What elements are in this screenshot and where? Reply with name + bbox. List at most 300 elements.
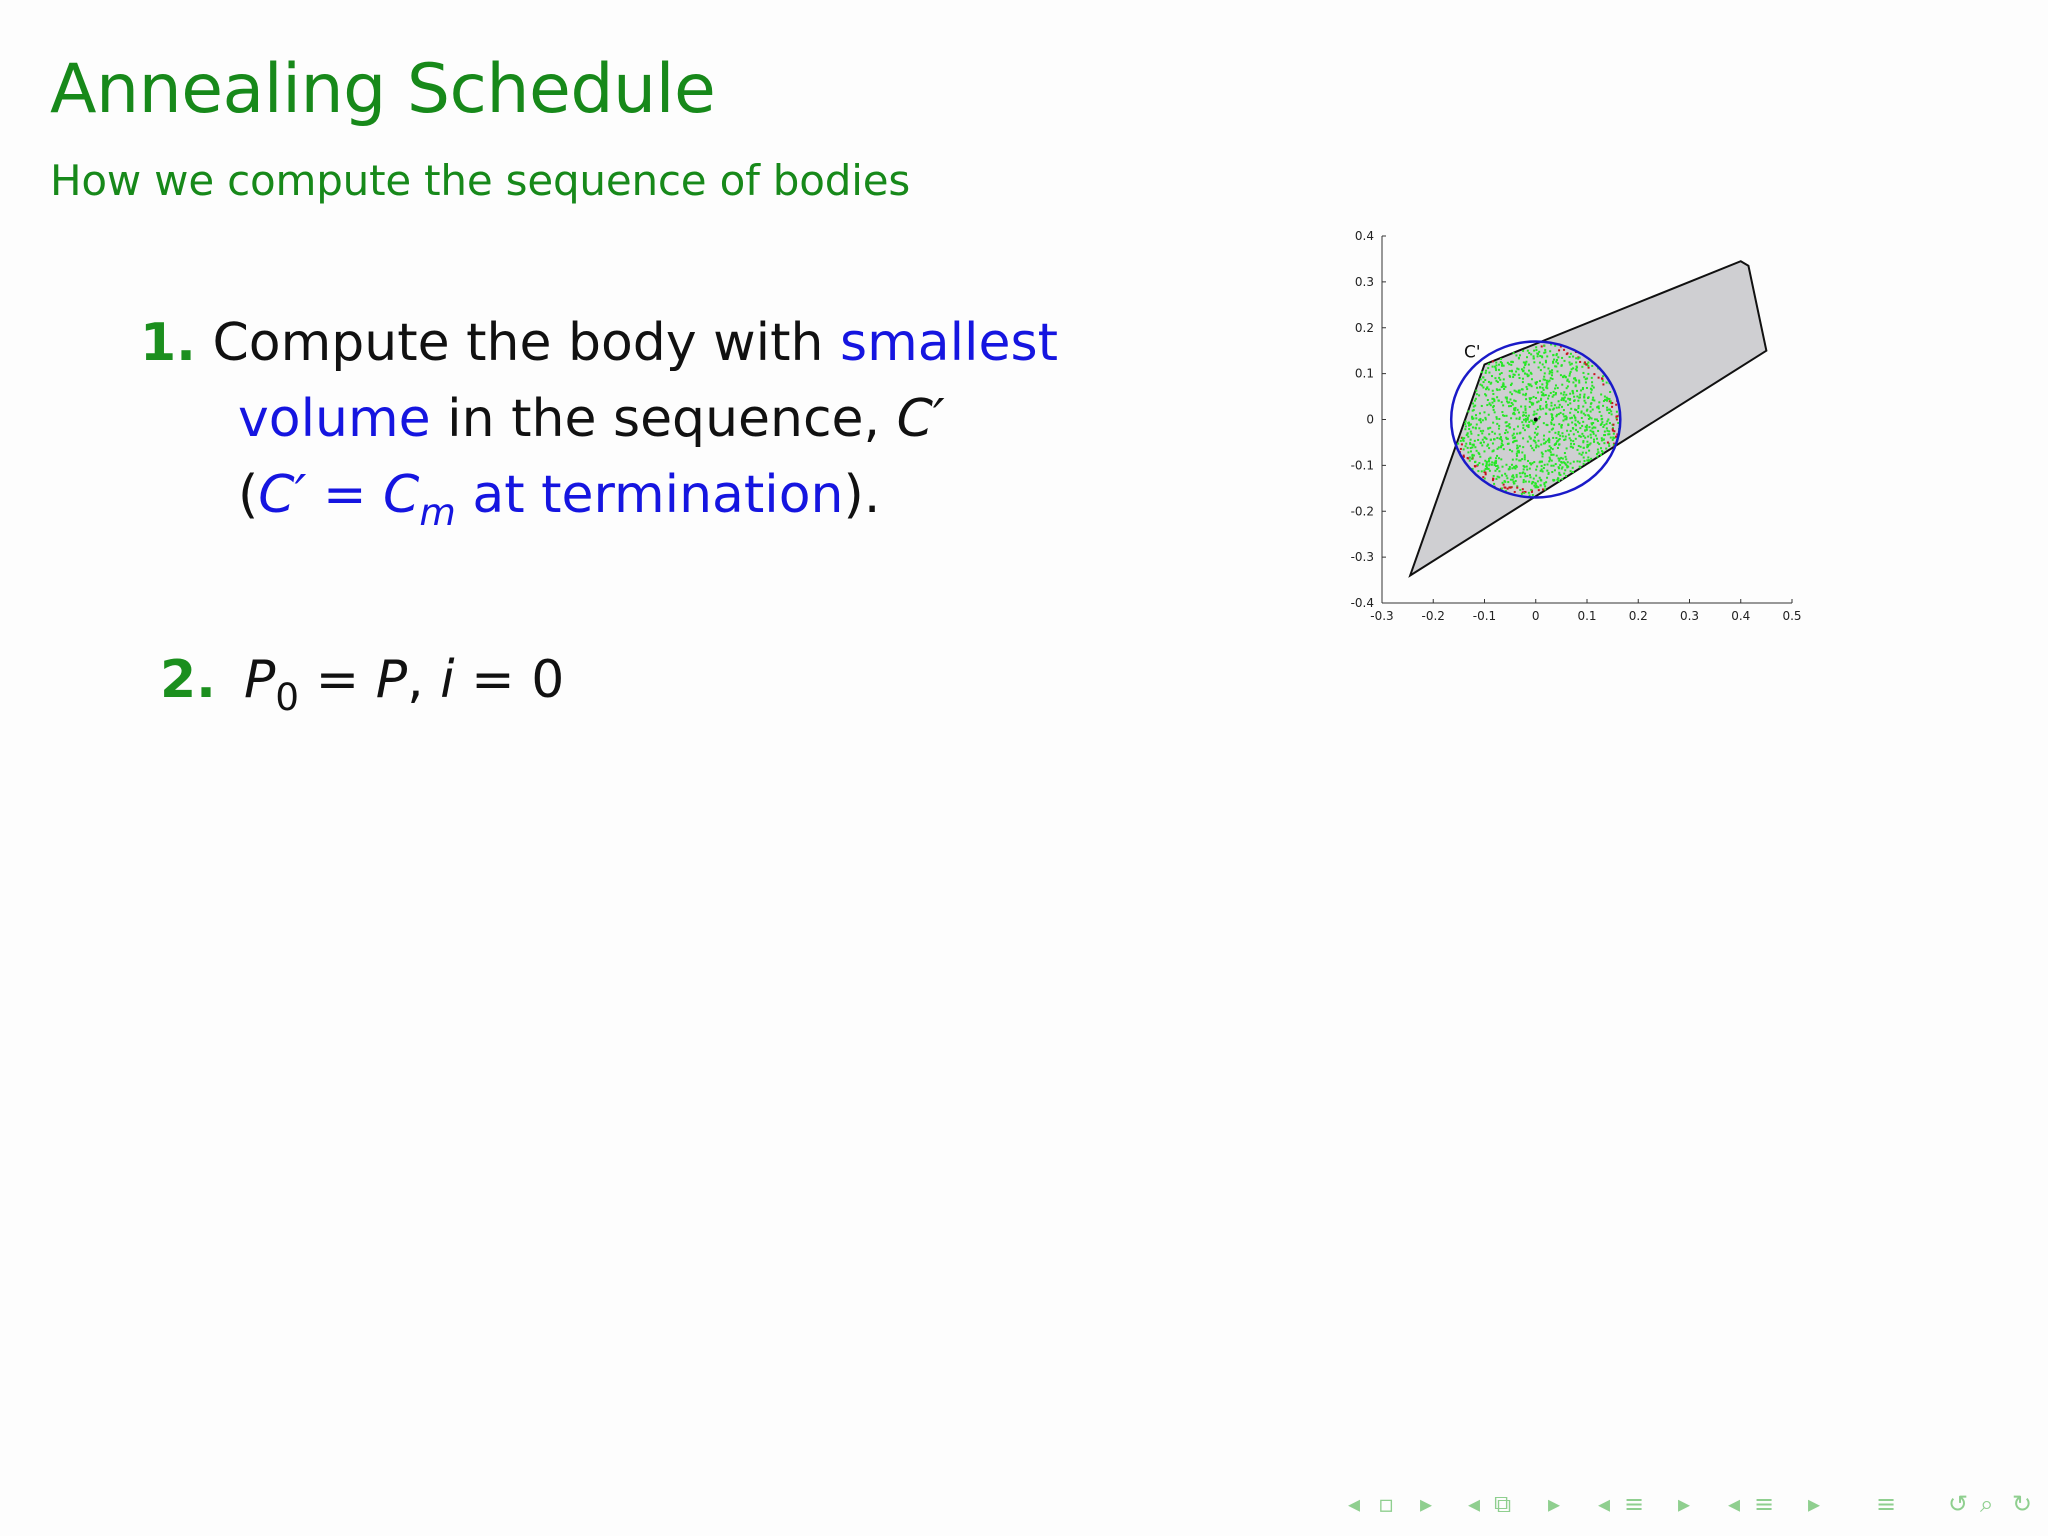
nav-next-frame-icon[interactable]: ▸ <box>1420 1490 1433 1518</box>
sample-point <box>1480 421 1482 423</box>
sample-point <box>1529 406 1531 408</box>
sample-point <box>1551 372 1553 374</box>
sample-point <box>1468 422 1470 424</box>
sample-point <box>1526 466 1528 468</box>
sample-point <box>1504 386 1506 388</box>
sample-point <box>1579 361 1581 363</box>
sample-point <box>1569 462 1571 464</box>
sample-point <box>1495 369 1497 371</box>
sample-point <box>1527 350 1529 352</box>
x-tick-label: -0.3 <box>1370 609 1394 623</box>
sample-point <box>1495 478 1497 480</box>
sample-point <box>1593 441 1595 443</box>
sample-point <box>1512 441 1514 443</box>
sample-point <box>1577 358 1579 360</box>
sample-point <box>1499 379 1501 381</box>
sample-point <box>1546 477 1548 479</box>
sample-point <box>1465 443 1467 445</box>
sample-point <box>1484 460 1486 462</box>
sample-point <box>1498 369 1500 371</box>
sample-point <box>1528 436 1530 438</box>
x-tick-label: 0.4 <box>1731 609 1751 623</box>
sample-point <box>1543 435 1545 437</box>
sample-point <box>1492 478 1494 480</box>
sample-point <box>1542 488 1544 490</box>
sample-point <box>1538 489 1540 491</box>
sample-point <box>1535 383 1537 385</box>
sample-point <box>1602 383 1604 385</box>
sample-point <box>1573 400 1575 402</box>
sample-point <box>1480 430 1482 432</box>
sample-point <box>1478 394 1480 396</box>
sample-point <box>1575 438 1577 440</box>
list-item-2 <box>160 642 564 718</box>
item1-math-sub: m <box>419 490 456 535</box>
sample-point <box>1508 405 1510 407</box>
sample-point <box>1482 419 1484 421</box>
sample-point <box>1582 441 1584 443</box>
sample-point <box>1497 476 1499 478</box>
sample-point <box>1511 393 1513 395</box>
sample-point <box>1551 414 1553 416</box>
sample-point <box>1482 463 1484 465</box>
sample-point <box>1504 432 1506 434</box>
sample-point <box>1613 430 1615 432</box>
sample-point <box>1470 439 1472 441</box>
sample-point <box>1616 411 1618 413</box>
sample-point <box>1515 391 1517 393</box>
sample-point <box>1503 448 1505 450</box>
sample-point <box>1569 356 1571 358</box>
sample-point <box>1516 466 1518 468</box>
nav-back-icon[interactable]: ↺ <box>1948 1490 1969 1518</box>
sample-point <box>1550 405 1552 407</box>
sample-point <box>1570 408 1572 410</box>
sample-point <box>1518 357 1520 359</box>
sample-point <box>1457 443 1459 445</box>
sample-point <box>1586 444 1588 446</box>
sample-point <box>1561 406 1563 408</box>
sample-point <box>1491 402 1493 404</box>
nav-prev-subsection-icon[interactable]: ◂ <box>1598 1490 1611 1518</box>
sample-point <box>1525 412 1527 414</box>
sample-point <box>1500 436 1502 438</box>
sample-point <box>1470 431 1472 433</box>
sample-point <box>1474 400 1476 402</box>
sample-point <box>1533 413 1535 415</box>
sample-point <box>1526 425 1528 427</box>
sample-point <box>1600 415 1602 417</box>
sample-point <box>1524 475 1526 477</box>
sample-point <box>1483 441 1485 443</box>
sample-point <box>1543 366 1545 368</box>
sample-point <box>1544 351 1546 353</box>
sample-point <box>1515 371 1517 373</box>
sample-point <box>1592 409 1594 411</box>
sample-point <box>1522 427 1524 429</box>
sample-point <box>1600 447 1602 449</box>
sample-point <box>1585 364 1587 366</box>
sample-point <box>1485 394 1487 396</box>
sample-point <box>1536 401 1538 403</box>
sample-point <box>1561 357 1563 359</box>
sample-point <box>1559 435 1561 437</box>
sample-point <box>1561 384 1563 386</box>
sample-point <box>1583 376 1585 378</box>
sample-point <box>1506 400 1508 402</box>
sample-point <box>1559 458 1561 460</box>
item1-number: 1. <box>140 313 196 373</box>
sample-point <box>1583 447 1585 449</box>
sample-point <box>1593 439 1595 441</box>
nav-search-icon[interactable]: ⌕ <box>1980 1490 1994 1518</box>
sample-point <box>1586 459 1588 461</box>
sample-point <box>1550 465 1552 467</box>
sample-point <box>1522 471 1524 473</box>
sample-point <box>1560 392 1562 394</box>
sample-point <box>1556 407 1558 409</box>
item1-text-b: in the sequence, <box>430 389 897 449</box>
sample-point <box>1536 381 1538 383</box>
sample-point <box>1502 385 1504 387</box>
sample-point <box>1590 388 1592 390</box>
sample-point <box>1482 386 1484 388</box>
sample-point <box>1522 370 1524 372</box>
sample-point <box>1565 475 1567 477</box>
sample-point <box>1587 414 1589 416</box>
sample-point <box>1464 423 1466 425</box>
sample-point <box>1552 428 1554 430</box>
sample-point <box>1565 464 1567 466</box>
sample-point <box>1587 365 1589 367</box>
sample-point <box>1501 411 1503 413</box>
sample-point <box>1512 435 1514 437</box>
sample-point <box>1611 406 1613 408</box>
sample-point <box>1524 429 1526 431</box>
sample-point <box>1488 433 1490 435</box>
sample-point <box>1543 422 1545 424</box>
sample-point <box>1584 400 1586 402</box>
sample-point <box>1474 446 1476 448</box>
sample-point <box>1534 486 1536 488</box>
sample-point <box>1510 487 1512 489</box>
sample-point <box>1545 394 1547 396</box>
sample-point <box>1533 396 1535 398</box>
item1-math-eq: C′ = C <box>258 465 420 525</box>
sample-point <box>1596 438 1598 440</box>
sample-point <box>1557 447 1559 449</box>
item1-line1 <box>140 305 1058 381</box>
sample-point <box>1583 413 1585 415</box>
sample-point <box>1498 457 1500 459</box>
sample-point <box>1479 418 1481 420</box>
sample-point <box>1581 417 1583 419</box>
sample-point <box>1528 352 1530 354</box>
sample-point <box>1502 466 1504 468</box>
sample-point <box>1488 381 1490 383</box>
sample-point <box>1503 484 1505 486</box>
sample-point <box>1563 349 1565 351</box>
sample-point <box>1463 448 1465 450</box>
sample-point <box>1529 468 1531 470</box>
sample-point <box>1571 417 1573 419</box>
item1-text-a: Compute the body with <box>212 313 840 373</box>
sample-point <box>1575 409 1577 411</box>
sample-point <box>1545 401 1547 403</box>
sample-point <box>1604 396 1606 398</box>
sample-point <box>1573 443 1575 445</box>
sample-point <box>1563 473 1565 475</box>
sample-point <box>1534 421 1536 423</box>
x-tick-label: -0.1 <box>1472 609 1497 623</box>
sample-point <box>1519 489 1521 491</box>
nav-next-subsection-icon[interactable]: ▸ <box>1678 1490 1691 1518</box>
sample-point <box>1478 427 1480 429</box>
sample-point <box>1534 482 1536 484</box>
sample-point <box>1561 432 1563 434</box>
sample-point <box>1581 425 1583 427</box>
sample-point <box>1500 358 1502 360</box>
sample-point <box>1469 442 1471 444</box>
sample-point <box>1545 361 1547 363</box>
sample-point <box>1516 458 1518 460</box>
sample-point <box>1503 388 1505 390</box>
sample-point <box>1522 488 1524 490</box>
sample-point <box>1562 376 1564 378</box>
sample-point <box>1554 404 1556 406</box>
sample-point <box>1485 465 1487 467</box>
sample-point <box>1555 393 1557 395</box>
sample-point <box>1509 375 1511 377</box>
nav-frame-icon[interactable]: ▫ <box>1378 1490 1395 1518</box>
sample-point <box>1588 426 1590 428</box>
sample-point <box>1564 396 1566 398</box>
sample-point <box>1564 452 1566 454</box>
sample-point <box>1511 464 1513 466</box>
sample-point <box>1525 418 1527 420</box>
sample-point <box>1516 455 1518 457</box>
sample-point <box>1550 377 1552 379</box>
sample-point <box>1606 407 1608 409</box>
nav-prev-slide-icon[interactable]: ◂ <box>1468 1490 1481 1518</box>
sample-point <box>1478 452 1480 454</box>
sample-point <box>1590 430 1592 432</box>
sample-point <box>1516 487 1518 489</box>
sample-point <box>1513 352 1515 354</box>
nav-subsection-icon[interactable]: ≡ <box>1624 1490 1645 1518</box>
nav-outline-icon[interactable]: ≡ <box>1876 1490 1897 1518</box>
sample-point <box>1551 416 1553 418</box>
sample-point <box>1483 411 1485 413</box>
sample-point <box>1590 458 1592 460</box>
sample-point <box>1513 477 1515 479</box>
sample-point <box>1567 379 1569 381</box>
sample-point <box>1465 421 1467 423</box>
sample-point <box>1519 445 1521 447</box>
sample-point <box>1489 403 1491 405</box>
nav-next-section-icon[interactable]: ▸ <box>1808 1490 1821 1518</box>
sample-point <box>1570 470 1572 472</box>
sample-point <box>1563 415 1565 417</box>
sample-point <box>1540 461 1542 463</box>
sample-point <box>1558 406 1560 408</box>
y-tick-label: 0.4 <box>1354 229 1374 243</box>
nav-section-icon[interactable]: ≡ <box>1754 1490 1775 1518</box>
sample-point <box>1586 441 1588 443</box>
sample-point <box>1519 472 1521 474</box>
sample-point <box>1471 458 1473 460</box>
sample-point <box>1491 431 1493 433</box>
sample-point <box>1516 433 1518 435</box>
sample-point <box>1539 362 1541 364</box>
sample-point <box>1463 455 1465 457</box>
sample-point <box>1492 360 1494 362</box>
sample-point <box>1482 476 1484 478</box>
sample-point <box>1529 476 1531 478</box>
sample-point <box>1537 392 1539 394</box>
sample-point <box>1606 382 1608 384</box>
sample-point <box>1595 435 1597 437</box>
sample-point <box>1563 391 1565 393</box>
sample-point <box>1547 398 1549 400</box>
sample-point <box>1586 427 1588 429</box>
sample-point <box>1541 465 1543 467</box>
sample-point <box>1515 354 1517 356</box>
sample-point <box>1484 417 1486 419</box>
sample-point <box>1611 402 1613 404</box>
sample-point <box>1537 480 1539 482</box>
sample-point <box>1500 446 1502 448</box>
sample-point <box>1536 387 1538 389</box>
sample-point <box>1494 470 1496 472</box>
sample-point <box>1526 475 1528 477</box>
sample-point <box>1501 440 1503 442</box>
sample-point <box>1519 417 1521 419</box>
sample-point <box>1492 450 1494 452</box>
sample-point <box>1585 452 1587 454</box>
sample-point <box>1584 460 1586 462</box>
sample-point <box>1524 364 1526 366</box>
sample-point <box>1514 468 1516 470</box>
sample-point <box>1501 401 1503 403</box>
sample-point <box>1544 349 1546 351</box>
sample-point <box>1522 350 1524 352</box>
sample-point <box>1502 404 1504 406</box>
sample-point <box>1575 424 1577 426</box>
sample-point <box>1495 367 1497 369</box>
sample-point <box>1503 365 1505 367</box>
sample-point <box>1536 465 1538 467</box>
sample-point <box>1514 390 1516 392</box>
sample-point <box>1592 422 1594 424</box>
sample-point <box>1577 421 1579 423</box>
nav-prev-frame-icon[interactable]: ◂ <box>1348 1490 1361 1518</box>
sample-point <box>1583 457 1585 459</box>
sample-point <box>1481 432 1483 434</box>
sample-point <box>1573 378 1575 380</box>
sample-point <box>1590 442 1592 444</box>
sample-point <box>1515 480 1517 482</box>
sample-point <box>1512 459 1514 461</box>
sample-point <box>1545 441 1547 443</box>
sample-point <box>1513 428 1515 430</box>
sample-point <box>1611 413 1613 415</box>
sample-point <box>1597 449 1599 451</box>
sample-point <box>1553 394 1555 396</box>
sample-point <box>1550 392 1552 394</box>
sample-point <box>1569 402 1571 404</box>
sample-point <box>1521 493 1523 495</box>
sample-point <box>1511 467 1513 469</box>
sample-point <box>1546 470 1548 472</box>
sample-point <box>1533 461 1535 463</box>
sample-point <box>1585 402 1587 404</box>
sample-point <box>1540 444 1542 446</box>
sample-point <box>1553 359 1555 361</box>
sample-point <box>1550 454 1552 456</box>
sample-point <box>1487 399 1489 401</box>
nav-forward-icon[interactable]: ↻ <box>2012 1490 2033 1518</box>
sample-point <box>1608 398 1610 400</box>
sample-point <box>1546 424 1548 426</box>
nav-next-slide-icon[interactable]: ▸ <box>1548 1490 1561 1518</box>
sample-point <box>1506 438 1508 440</box>
sample-point <box>1608 412 1610 414</box>
sample-point <box>1527 419 1529 421</box>
sample-point <box>1567 385 1569 387</box>
sample-point <box>1529 474 1531 476</box>
sample-point <box>1469 456 1471 458</box>
y-tick-label: -0.3 <box>1350 550 1374 565</box>
sample-point <box>1497 400 1499 402</box>
sample-point <box>1558 423 1560 425</box>
sample-point <box>1527 417 1529 419</box>
sample-point <box>1556 359 1558 361</box>
sample-point <box>1581 410 1583 412</box>
x-tick-label: 0.1 <box>1577 609 1597 623</box>
item1-open-paren: ( <box>238 465 259 525</box>
item2-i: i <box>440 650 455 710</box>
sample-point <box>1558 466 1560 468</box>
sample-point <box>1496 396 1498 398</box>
sample-point <box>1535 446 1537 448</box>
y-tick-label: -0.4 <box>1350 596 1374 610</box>
sample-point <box>1573 433 1575 435</box>
nav-slides-icon[interactable]: ⧉ <box>1494 1490 1512 1518</box>
sample-point <box>1510 417 1512 419</box>
sample-point <box>1572 471 1574 473</box>
sample-point <box>1572 392 1574 394</box>
sample-point <box>1554 432 1556 434</box>
nav-prev-section-icon[interactable]: ◂ <box>1728 1490 1741 1518</box>
center-point <box>1534 418 1538 422</box>
sample-point <box>1507 488 1509 490</box>
sample-point <box>1496 416 1498 418</box>
sample-point <box>1591 377 1593 379</box>
sample-point <box>1481 444 1483 446</box>
sample-point <box>1528 370 1530 372</box>
sample-point <box>1512 376 1514 378</box>
sample-point <box>1587 456 1589 458</box>
item1-close-paren: ). <box>843 465 881 525</box>
sample-point <box>1512 479 1514 481</box>
sample-point <box>1598 377 1600 379</box>
sample-point <box>1498 428 1500 430</box>
sample-point <box>1545 413 1547 415</box>
sample-point <box>1467 410 1469 412</box>
sample-point <box>1468 425 1470 427</box>
sample-point <box>1524 406 1526 408</box>
